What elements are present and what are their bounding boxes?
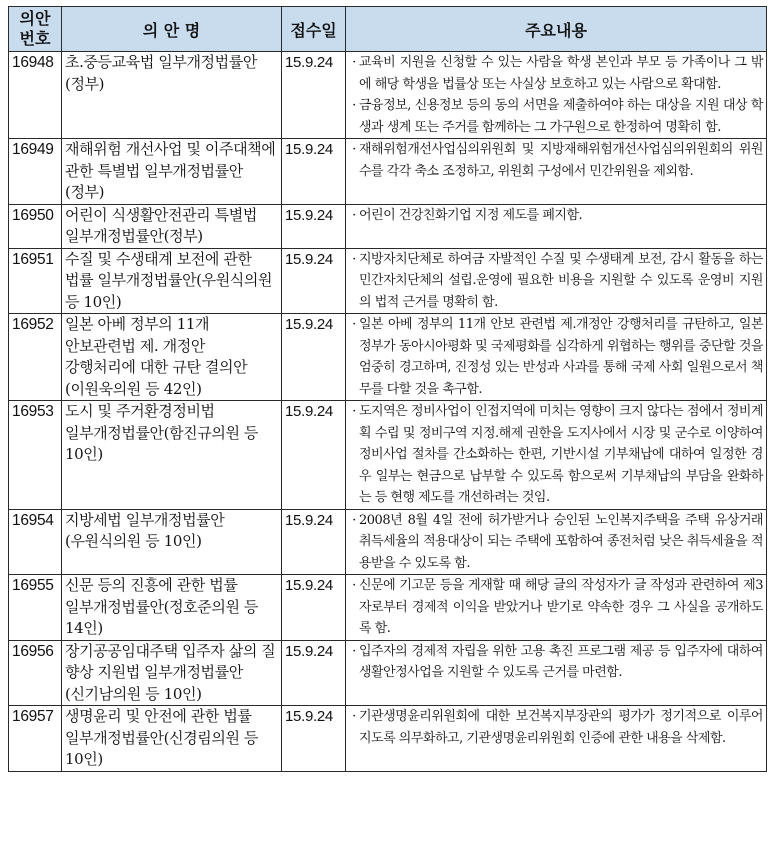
bill-number: 16953	[9, 401, 62, 510]
bill-title: 지방세법 일부개정법률안(우원식의원 등 10인)	[62, 509, 282, 575]
bill-row	[9, 401, 767, 510]
bill-number: 16950	[9, 204, 62, 248]
summary-point-text: 어린이 건강친화기업 지정 제도를 폐지함.	[359, 207, 583, 223]
summary-point	[349, 95, 763, 138]
bill-title: 초.중등교육법 일부개정법률안(정부)	[62, 52, 282, 139]
bill-number: 16948	[9, 52, 62, 139]
summary-point	[349, 314, 763, 400]
bill-number: 16954	[9, 509, 62, 575]
bill-number: 16957	[9, 706, 62, 772]
bill-title: 어린이 식생활안전관리 특별법 일부개정법률안(정부)	[62, 204, 282, 248]
bill-summary	[346, 139, 767, 205]
bill-row	[9, 575, 767, 641]
bill-list-sheet	[8, 6, 766, 772]
bill-number: 16956	[9, 640, 62, 706]
summary-point	[349, 205, 763, 227]
summary-point	[349, 575, 763, 640]
summary-point	[349, 52, 763, 95]
bill-summary	[346, 314, 767, 401]
bill-summary	[346, 706, 767, 772]
header-bill-number	[9, 7, 62, 52]
received-date: 15.9.24	[282, 204, 346, 248]
bullet-icon: ·	[352, 578, 356, 593]
bill-summary	[346, 204, 767, 248]
bill-row	[9, 509, 767, 575]
bill-title: 신문 등의 진흥에 관한 법률 일부개정법률안(정호준의원 등 14인)	[62, 575, 282, 641]
summary-point-text: 금융정보, 신용정보 등의 동의 서면을 제출하여야 하는 대상을 지원 대상 학생과 생계 또는 주거를 함께하는 그 가구원으로 한정하여 명확히 함.	[359, 98, 763, 135]
bill-summary	[346, 248, 767, 314]
bill-title: 일본 아베 정부의 11개 안보관련법 제. 개정안 강행처리에 대한 규탄 결의안(이원욱의원 등 42인)	[62, 314, 282, 401]
bullet-icon: ·	[352, 207, 356, 223]
bullet-icon: ·	[352, 512, 356, 528]
summary-point-text: 지방자치단체로 하여금 자발적인 수질 및 수생태계 보전, 감시 활동을 하는 민간자치단체의 설립.운영에 필요한 비용을 지원할 수 있도록 운영비 지원의 법적 근거를 명확히 함.	[359, 251, 763, 310]
header-summary: 주요내용	[346, 7, 767, 52]
bill-title: 도시 및 주거환경정비법 일부개정법률안(함진규의원 등 10인)	[62, 401, 282, 510]
bill-table-header	[9, 7, 767, 52]
summary-point	[349, 401, 763, 509]
received-date: 15.9.24	[282, 139, 346, 205]
summary-point-text: 재해위험개선사업심의위원회 및 지방재해위험개선사업심의위원회의 위원수를 각각 축소 조정하고, 위원회 구성에서 민간위원을 제외함.	[359, 142, 763, 179]
summary-point-text: 기관생명윤리위원회에 대한 보건복지부장관의 평가가 정기적으로 이루어지도록 의무화하고, 기관생명윤리위원회 인증에 관한 내용을 삭제함.	[359, 709, 763, 746]
summary-point	[349, 249, 763, 314]
bill-summary	[346, 640, 767, 706]
bill-number: 16949	[9, 139, 62, 205]
bullet-icon: ·	[352, 709, 356, 724]
summary-point-text: 2008년 8월 4일 전에 허가받거나 승인된 노인복지주택을 주택 유상거래 취득세율의 적용대상이 되는 주택에 포함하여 종전처럼 낮은 취득세율을 적용받을 수 있도록 함.	[359, 512, 763, 571]
summary-point-text: 신문에 기고문 등을 게재할 때 해당 글의 작성자가 글 작성과 관련하여 제3자로부터 경제적 이익을 받았거나 받기로 약속한 경우 그 사실을 공개하도록 함.	[359, 578, 763, 636]
bullet-icon: ·	[352, 404, 356, 419]
received-date: 15.9.24	[282, 401, 346, 510]
summary-point	[349, 510, 763, 575]
bullet-icon: ·	[352, 55, 356, 70]
bill-table-body	[9, 52, 767, 772]
bill-row	[9, 139, 767, 205]
summary-point	[349, 139, 763, 182]
bill-summary	[346, 575, 767, 641]
received-date: 15.9.24	[282, 52, 346, 139]
bill-summary	[346, 509, 767, 575]
bullet-icon: ·	[352, 98, 356, 113]
received-date: 15.9.24	[282, 314, 346, 401]
bill-summary	[346, 52, 767, 139]
bill-title: 장기공공임대주택 입주자 삶의 질 향상 지원법 일부개정법률안(신기남의원 등 10인)	[62, 640, 282, 706]
summary-point	[349, 706, 763, 749]
bill-row	[9, 640, 767, 706]
header-row	[9, 7, 767, 52]
bullet-icon: ·	[352, 643, 356, 659]
bill-summary	[346, 401, 767, 510]
bill-row	[9, 52, 767, 139]
bill-row	[9, 706, 767, 772]
bullet-icon: ·	[352, 317, 356, 332]
bill-row	[9, 248, 767, 314]
bill-title: 생명윤리 및 안전에 관한 법률 일부개정법률안(신경림의원 등 10인)	[62, 706, 282, 772]
bullet-icon: ·	[352, 251, 356, 267]
summary-point-text: 교육비 지원을 신청할 수 있는 사람을 학생 본인과 부모 등 가족이나 그 밖에 해당 학생을 법률상 또는 사실상 보호하고 있는 사람으로 확대함.	[359, 55, 763, 92]
bill-row	[9, 314, 767, 401]
bill-number: 16952	[9, 314, 62, 401]
summary-point	[349, 641, 763, 684]
bill-number: 16955	[9, 575, 62, 641]
header-bill-number-text: 의안 번호	[19, 9, 51, 48]
received-date: 15.9.24	[282, 509, 346, 575]
header-received-date: 접수일	[282, 7, 346, 52]
summary-point-text: 입주자의 경제적 자립을 위한 고용 촉진 프로그램 제공 등 입주자에 대하여 생활안정사업을 지원할 수 있도록 근거를 마련함.	[359, 643, 763, 680]
received-date: 15.9.24	[282, 640, 346, 706]
summary-point-text: 일본 아베 정부의 11개 안보 관련법 제.개정안 강행처리를 규탄하고, 일본 정부가 동아시아평화 및 국제평화를 심각하게 위협하는 행위를 중단할 것을 엄중히 경고하며, 진정성 있는 반성과 사과를 통해 국제 사회 일원으로서 책무를 다할 것을 촉구함.	[359, 317, 763, 397]
bill-title: 수질 및 수생태계 보전에 관한 법률 일부개정법률안(우원식의원 등 10인)	[62, 248, 282, 314]
received-date: 15.9.24	[282, 706, 346, 772]
summary-point-text: 도지역은 정비사업이 인접지역에 미치는 영향이 크지 않다는 점에서 정비계획 수립 및 정비구역 지정.해제 권한을 도지사에서 시장 및 군수로 이양하여 정비사업 절차를 간소화하는 한편, 기반시설 기부채납에 대하여 일정한 경우 일부는 현금으로 납부할 수 있도록 함으로써 기부채납의 부담을 완화하는 등 현행 제도를 개선하려는 것임.	[359, 404, 763, 505]
bill-title: 재해위험 개선사업 및 이주대책에 관한 특별법 일부개정법률안(정부)	[62, 139, 282, 205]
bill-table	[8, 6, 767, 772]
bullet-icon: ·	[352, 142, 356, 157]
bill-number: 16951	[9, 248, 62, 314]
header-bill-title: 의 안 명	[62, 7, 282, 52]
bill-row	[9, 204, 767, 248]
received-date: 15.9.24	[282, 575, 346, 641]
received-date: 15.9.24	[282, 248, 346, 314]
